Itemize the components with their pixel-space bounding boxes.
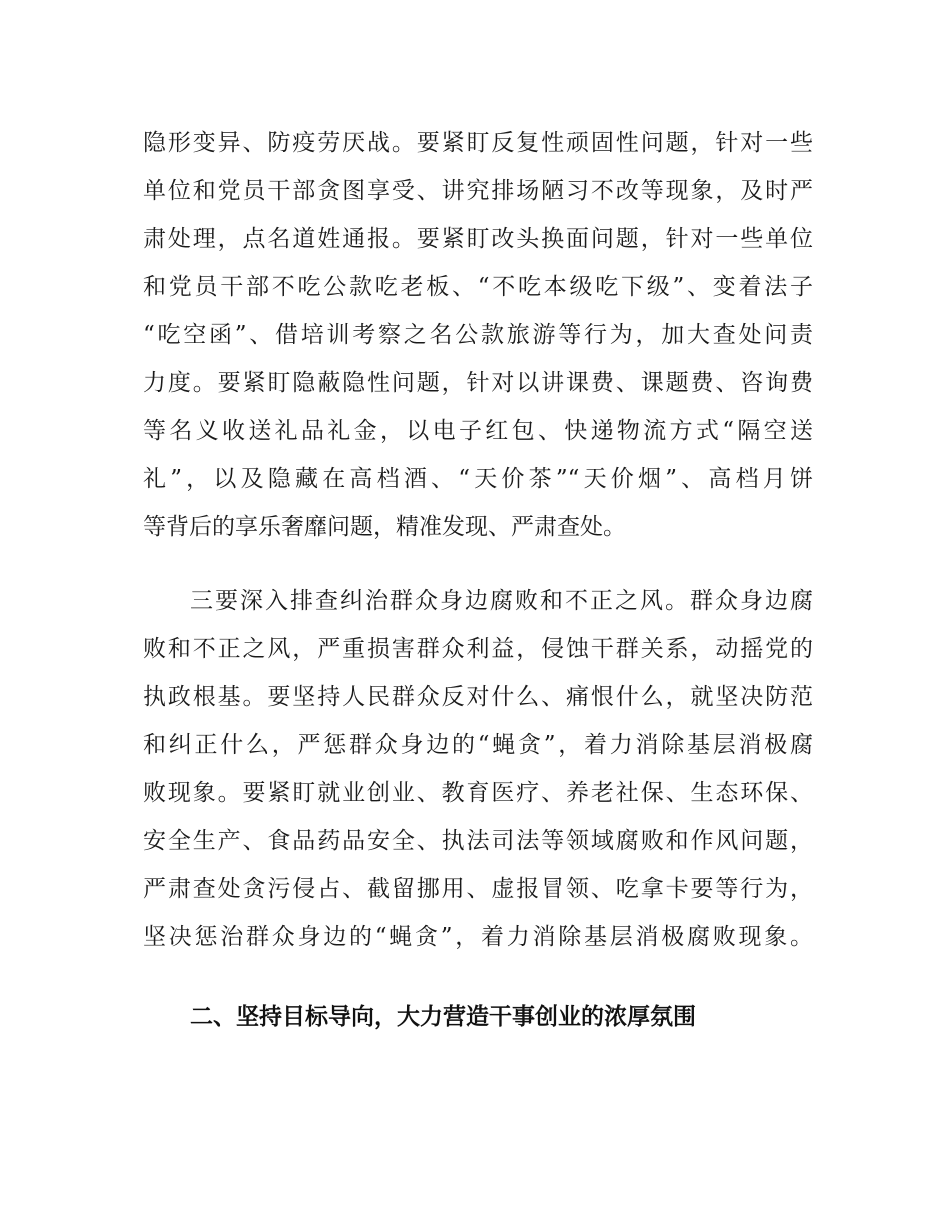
paragraph-line: 礼”，以及隐藏在高档酒、“天价茶”“天价烟”、高档月饼 xyxy=(143,466,813,492)
paragraph-line: 安全生产、食品药品安全、执法司法等领域腐败和作风问题， xyxy=(143,828,813,854)
paragraph-line: 隐形变异、防疫劳厌战。要紧盯反复性顽固性问题，针对一些 xyxy=(143,130,813,156)
paragraph-line: 和纠正什么，严惩群众身边的“蝇贪”，着力消除基层消极腐 xyxy=(143,732,813,758)
paragraph-line: 三要深入排查纠治群众身边腐败和不正之风。群众身边腐 xyxy=(190,588,813,614)
paragraph-line: 败和不正之风，严重损害群众利益，侵蚀干群关系，动摇党的 xyxy=(143,636,813,662)
paragraph-line: 单位和党员干部贪图享受、讲究排场陋习不改等现象，及时严 xyxy=(143,178,813,204)
paragraph-line: 等背后的享乐奢靡问题，精准发现、严肃查处。 xyxy=(143,514,626,540)
paragraph-line: 力度。要紧盯隐蔽隐性问题，针对以讲课费、课题费、咨询费 xyxy=(143,370,813,396)
paragraph-line: 和党员干部不吃公款吃老板、“不吃本级吃下级”、变着法子 xyxy=(143,274,813,300)
paragraph-line: 坚决惩治群众身边的“蝇贪”，着力消除基层消极腐败现象。 xyxy=(143,924,813,950)
paragraph-line: 等名义收送礼品礼金，以电子红包、快递物流方式“隔空送 xyxy=(143,418,813,444)
paragraph-line: 执政根基。要坚持人民群众反对什么、痛恨什么，就坚决防范 xyxy=(143,684,813,710)
paragraph-line: 败现象。要紧盯就业创业、教育医疗、养老社保、生态环保、 xyxy=(143,780,813,806)
paragraph-line: “吃空函”、借培训考察之名公款旅游等行为，加大查处问责 xyxy=(143,322,813,348)
section-heading: 二、坚持目标导向，大力营造干事创业的浓厚氛围 xyxy=(190,1004,696,1030)
paragraph-line: 肃处理，点名道姓通报。要紧盯改头换面问题，针对一些单位 xyxy=(143,226,813,252)
paragraph-line: 严肃查处贪污侵占、截留挪用、虚报冒领、吃拿卡要等行为， xyxy=(143,876,813,902)
